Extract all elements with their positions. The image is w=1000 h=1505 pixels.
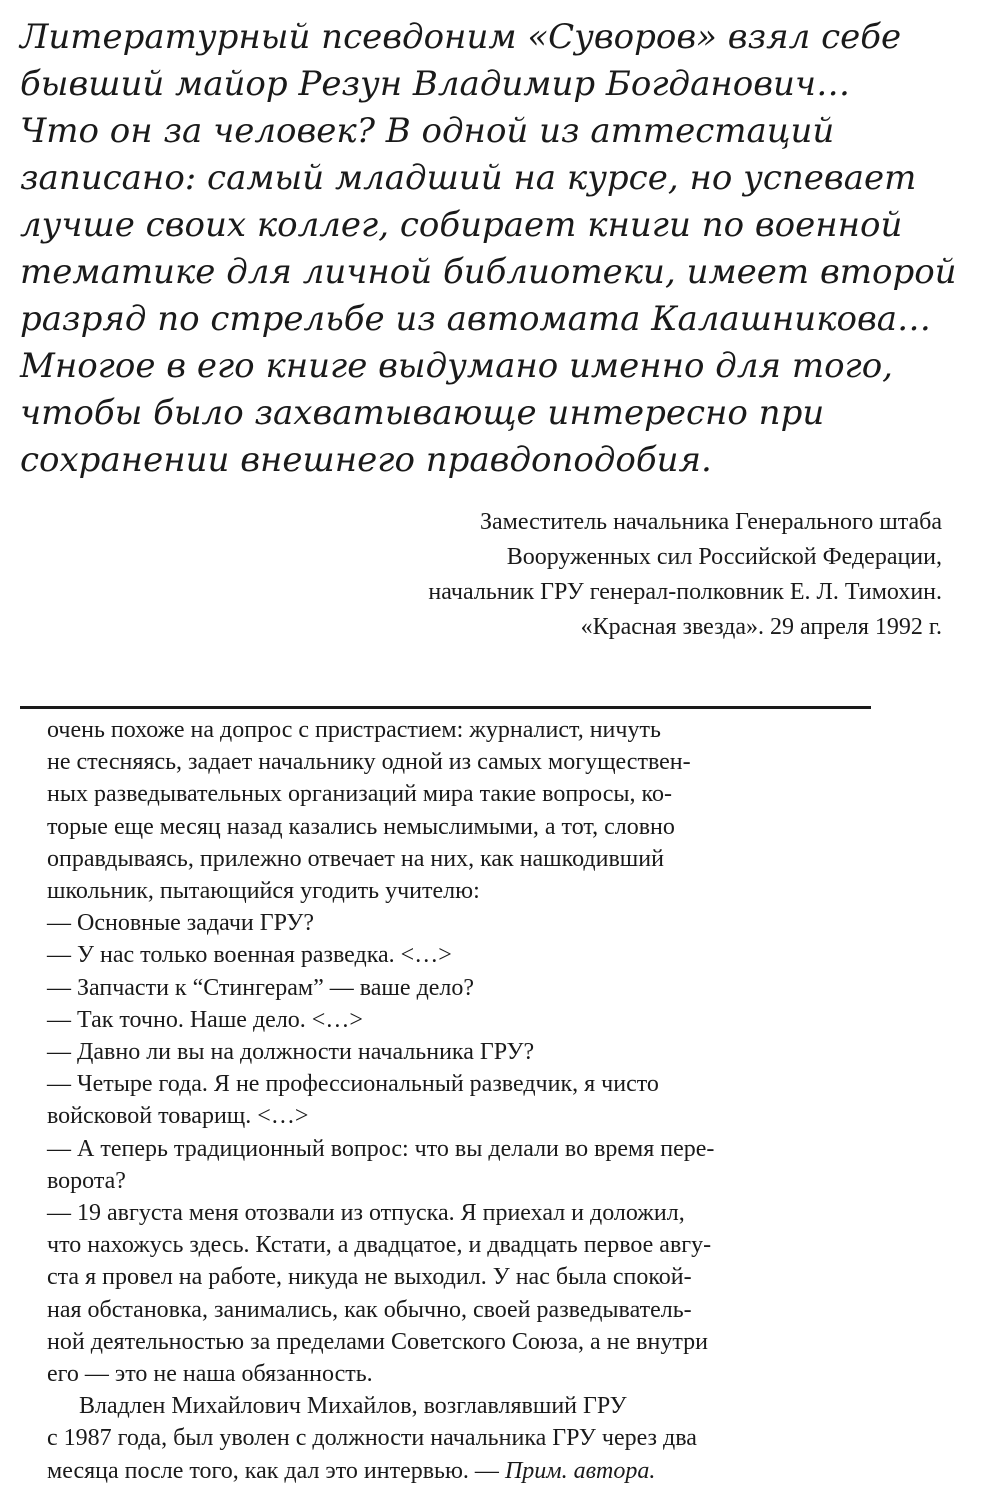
attribution-line: Вооруженных сил Российской Федерации, xyxy=(506,544,942,570)
epigraph-line: тематике для личной библиотеки, имеет второй xyxy=(20,252,957,292)
epigraph-line: лучше своих коллег, собирает книги по военной xyxy=(20,205,903,245)
footnote-line: с 1987 года, был уволен с должности начальника ГРУ через два xyxy=(47,1425,697,1452)
footnote-line: не стесняясь, задает начальнику одной из самых могуществен- xyxy=(47,749,691,776)
epigraph-line: Многое в его книге выдумано именно для того, xyxy=(20,346,893,386)
epigraph-line: Что он за человек? В одной из аттестаций xyxy=(20,111,835,151)
footnote-line: — 19 августа меня отозвали из отпуска. Я приехал и доложил, xyxy=(47,1200,685,1227)
footnote-line: ворота? xyxy=(47,1167,126,1194)
epigraph-line: сохранении внешнего правдоподобия. xyxy=(20,440,712,480)
footnote-line: — Давно ли вы на должности начальника ГРУ? xyxy=(47,1039,535,1066)
epigraph-line: Литературный псевдоним «Суворов» взял себе xyxy=(20,17,902,57)
footnote-line: — Четыре года. Я не профессиональный разведчик, я чисто xyxy=(47,1071,659,1098)
epigraph-line: записано: самый младший на курсе, но успевает xyxy=(20,158,917,198)
attribution-line: начальник ГРУ генерал-полковник Е. Л. Тимохин. xyxy=(428,579,942,605)
epigraph-line: чтобы было захватывающе интересно при xyxy=(20,393,825,433)
footnote-line: ста я провел на работе, никуда не выходил. У нас была спокой- xyxy=(47,1264,692,1291)
epigraph-line: бывший майор Резун Владимир Богданович… xyxy=(20,64,851,104)
footnote-line: что нахожусь здесь. Кстати, а двадцатое, и двадцать первое авгу- xyxy=(47,1232,712,1259)
footnote-line: ной деятельностью за пределами Советского Союза, а не внутри xyxy=(47,1328,708,1355)
footnote-line: оправдываясь, прилежно отвечает на них, как нашкодивший xyxy=(47,845,664,872)
footnote-line: очень похоже на допрос с пристрастием: журналист, ничуть xyxy=(47,717,661,743)
epigraph-line: разряд по стрельбе из автомата Калашникова… xyxy=(20,299,932,339)
footnote-line: — А теперь традиционный вопрос: что вы делали во время пере- xyxy=(47,1135,715,1162)
footnote-line: — Основные задачи ГРУ? xyxy=(47,910,314,937)
footnote-line: его — это не наша обязанность. xyxy=(47,1361,373,1388)
attribution-line: «Красная звезда». 29 апреля 1992 г. xyxy=(580,614,942,640)
footnote-last-line xyxy=(47,1455,967,1487)
footnote-line: войсковой товарищ. <…> xyxy=(47,1103,309,1130)
epigraph-attribution xyxy=(428,505,942,645)
author-note: Прим. автора. xyxy=(504,1457,656,1484)
footnote-line: ная обстановка, занимались, как обычно, своей разведыватель- xyxy=(47,1296,692,1323)
footnote-line: — У нас только военная разведка. <…> xyxy=(47,942,452,969)
footnote-line: — Так точно. Наше дело. <…> xyxy=(47,1006,363,1033)
attribution-line: Заместитель начальника Генерального штаба xyxy=(479,509,942,535)
footnote-line: — Запчасти к “Стингерам” — ваше дело? xyxy=(47,974,475,1001)
footnote-line: торые еще месяц назад казались немыслимыми, а тот, словно xyxy=(47,813,675,840)
footnote xyxy=(47,714,967,1487)
epigraph xyxy=(20,14,980,484)
footnote-divider xyxy=(20,706,871,709)
footnote-line: школьник, пытающийся угодить учителю: xyxy=(47,878,480,905)
footnote-line: ных разведывательных организаций мира такие вопросы, ко- xyxy=(47,781,672,808)
footnote-line: месяца после того, как дал это интервью. — xyxy=(47,1457,505,1484)
footnote-line: Владлен Михайлович Михайлов, возглавлявший ГРУ xyxy=(79,1393,627,1420)
